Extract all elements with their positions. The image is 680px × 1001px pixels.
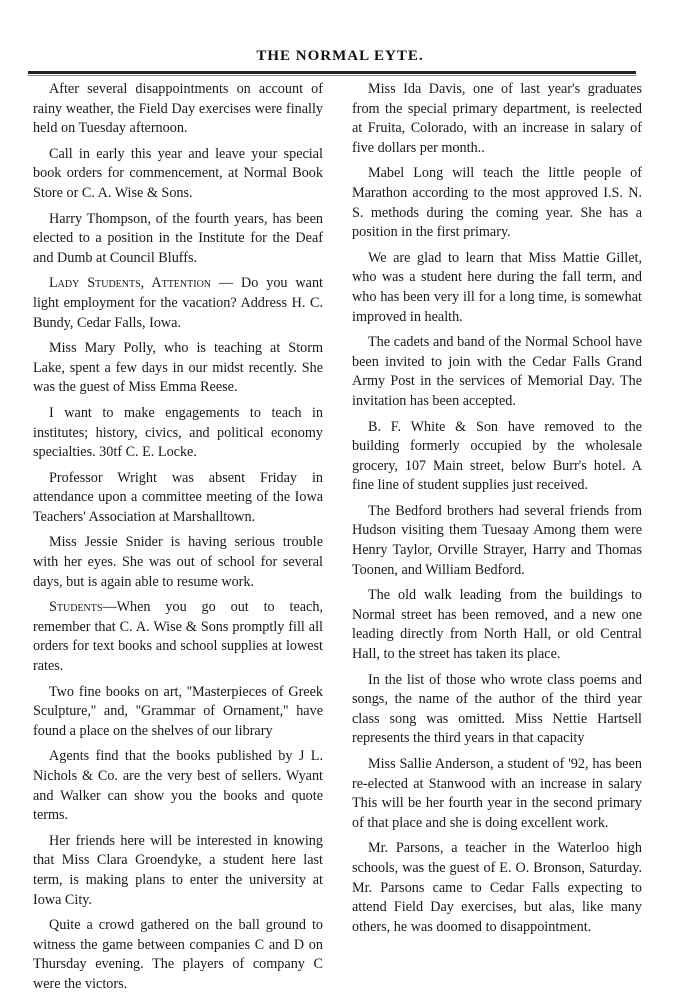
news-item: [33, 210, 323, 269]
news-item: [33, 533, 323, 592]
news-item: [33, 832, 323, 910]
news-item: [352, 755, 642, 833]
news-item-text: We are glad to learn that Miss Mattie Gillet, who was a student here during the fall term, and who has been very ill for a long time, is somewhat improved in health.: [352, 249, 642, 325]
news-item: [352, 164, 642, 242]
news-item-text: Call in early this year and leave your special book orders for commencement, at Normal Book Store or C. A. Wise & Sons.: [33, 145, 323, 201]
news-item-text: After several disappointments on account of rainy weather, the Field Day exercises were finally held on Tuesday afternoon.: [33, 81, 323, 137]
news-item-lead: Students: [49, 599, 103, 616]
news-item: [33, 598, 323, 676]
news-item: [33, 683, 323, 742]
header-rule-thin: [28, 75, 636, 76]
news-item: [352, 80, 642, 158]
news-item: [352, 333, 642, 411]
news-item-text: — Do you want light employment for the vacation? Address H. C. Bundy, Cedar Falls, Iowa.: [33, 275, 323, 331]
news-item: [352, 586, 642, 664]
header-rule: [28, 71, 636, 74]
news-item: [352, 839, 642, 937]
news-item-text: —When you go out to teach, remember that C. A. Wise & Sons promptly fill all orders for text books and school supplies at lowest rates.: [33, 599, 323, 675]
news-item-text: Agents find that the books published by J L. Nichols & Co. are the very best of sellers. Wyant and Walker can show you the books and quote terms.: [33, 748, 323, 824]
right-column: [352, 80, 642, 943]
news-item-text: Harry Thompson, of the fourth years, has been elected to a position in the Institute for the Deaf and Dumb at Council Bluffs.: [33, 210, 323, 266]
news-item: [33, 404, 323, 463]
news-item-text: Two fine books on art, ''Masterpieces of Greek Sculpture,'' and, ''Grammar of Ornament,'' have found a place on the shelves of our library: [33, 683, 323, 739]
news-item-text: Quite a crowd gathered on the ball ground to witness the game between companies C and D on Thursday evening. The players of company C were the victors.: [33, 917, 323, 992]
news-item-lead: Lady Students, Attention: [49, 275, 212, 292]
news-item-text: In the list of those who wrote class poems and songs, the name of the author of the third year class song was omitted. Miss Nettie Hartsell represents the third years in that capacity: [352, 671, 642, 747]
news-item-text: Her friends here will be interested in knowing that Miss Clara Groendyke, a student here last term, is making plans to enter the university at Iowa City.: [33, 832, 323, 908]
page-title: THE NORMAL EYTE.: [256, 48, 424, 64]
news-item: [33, 916, 323, 994]
news-item: [352, 502, 642, 580]
news-item-text: The Bedford brothers had several friends from Hudson visiting them Tuesaay Among them were Henry Taylor, Orville Strayer, Harry and Thomas Toonen, and William Bedford.: [352, 502, 642, 578]
news-item: [352, 249, 642, 327]
news-item: [352, 418, 642, 496]
news-item: [33, 339, 323, 398]
news-item: [352, 671, 642, 749]
left-column: [33, 80, 323, 1001]
news-item: [33, 80, 323, 139]
news-item-text: The cadets and band of the Normal School have been invited to join with the Cedar Falls Grand Army Post in the services of Memorial Day. The invitation has been accepted.: [352, 334, 642, 409]
news-item: [33, 274, 323, 333]
news-item-text: Mr. Parsons, a teacher in the Waterloo high schools, was the guest of E. O. Bronson, Saturday. Mr. Parsons came to Cedar Falls expecting to attend Field Day exercises, but alas, like many others, he was doomed to disappointment.: [352, 840, 642, 935]
news-item-text: Miss Mary Polly, who is teaching at Storm Lake, spent a few days in our midst recently. She was the guest of Miss Emma Reese.: [33, 340, 323, 396]
news-item: [33, 469, 323, 528]
news-item-text: Miss Jessie Snider is having serious trouble with her eyes. She was out of school for several days, but is again able to resume work.: [33, 534, 323, 590]
news-item-text: Miss Ida Davis, one of last year's graduates from the special primary department, is reelected at Fruita, Colorado, with an increase in salary of five dollars per month..: [352, 81, 642, 156]
news-item: [33, 145, 323, 204]
news-item-text: Miss Sallie Anderson, a student of '92, has been re-elected at Stanwood with an increase in salary This will be her fourth year in the second primary of that place and she is doing excellent work.: [352, 756, 642, 831]
news-item-text: Mabel Long will teach the little people of Marathon according to the most approved I.S. N. S. methods during the coming year. She has a position in the first primary.: [352, 165, 642, 241]
news-item-text: I want to make engagements to teach in institutes; history, civics, and political economy specialties. 30tf C. E. Locke.: [33, 404, 323, 461]
news-item-text: The old walk leading from the buildings to Normal street has been removed, and a new one leading directly from North Hall, or old Central Hall, to the street has taken its place.: [352, 587, 642, 663]
news-item-text: B. F. White & Son have removed to the building formerly occupied by the wholesale grocery, 107 Main street, below Burr's hotel. A fine line of student supplies just received.: [352, 418, 642, 494]
news-item: [33, 747, 323, 825]
news-item-text: Professor Wright was absent Friday in attendance upon a committee meeting of the Iowa Teachers' Association at Marshalltown.: [33, 469, 323, 525]
